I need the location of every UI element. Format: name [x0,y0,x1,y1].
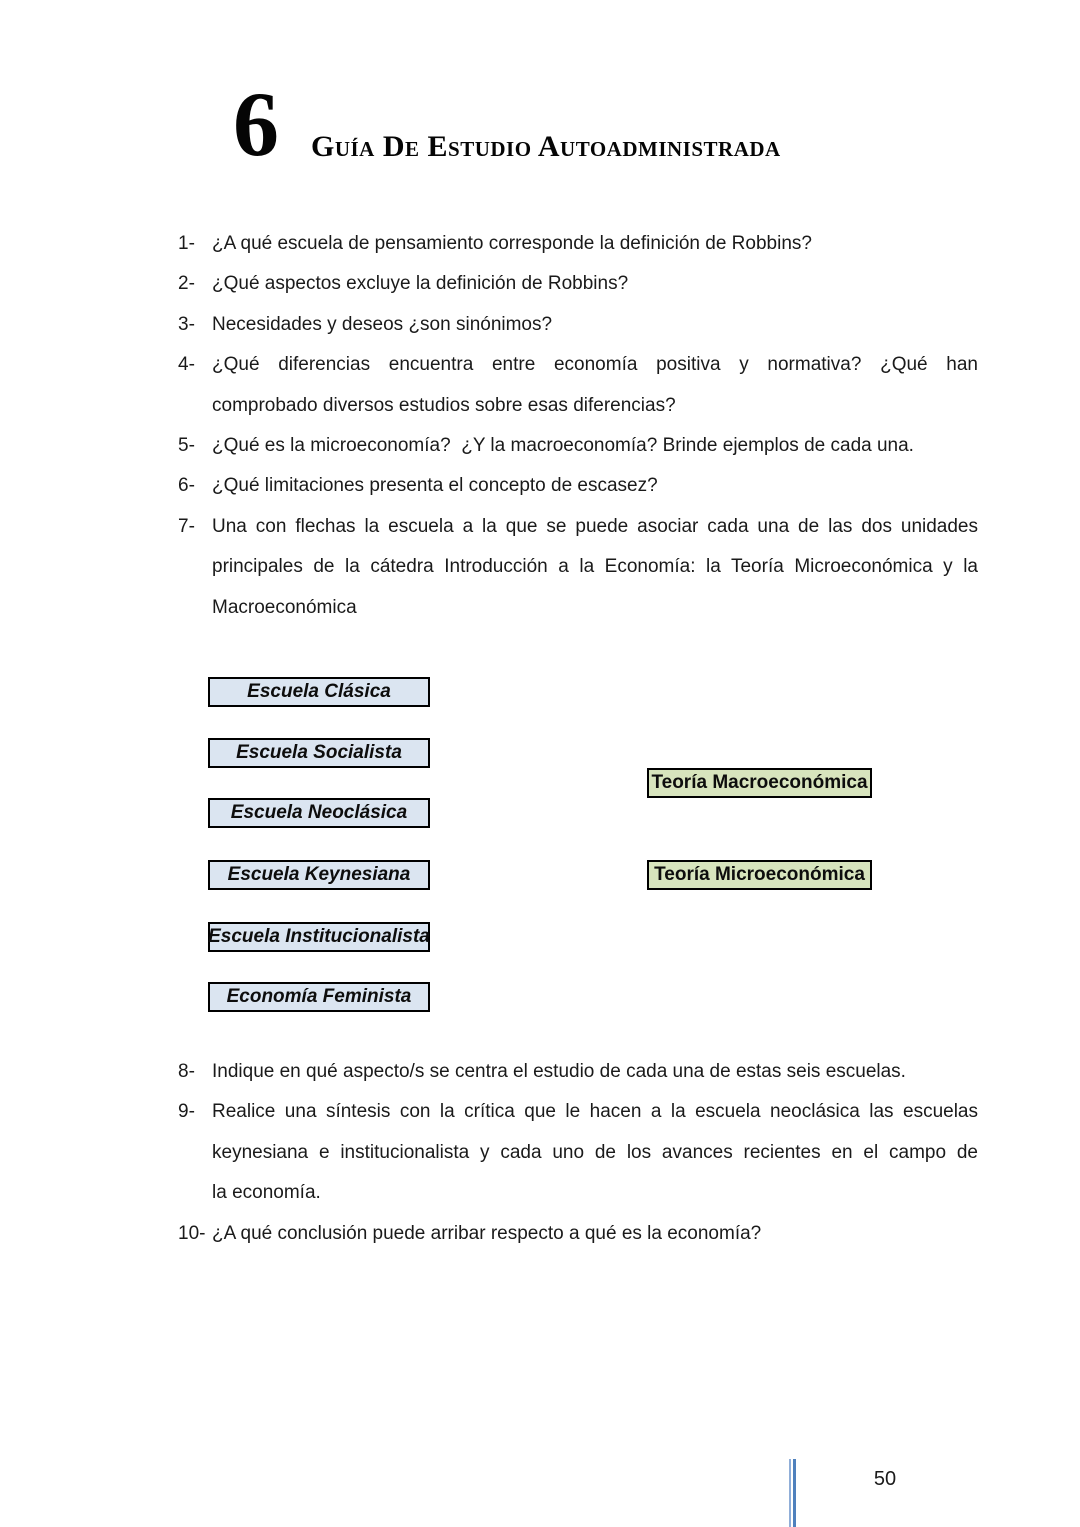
question-3-line [178,305,978,345]
school-box-neoclasica-label: Escuela Neoclásica [230,802,408,823]
question-2-text: ¿Qué aspectos excluye la definición de Robbins? [212,273,629,295]
theory-box-macroeconomica-label: Teoría Macroeconómica [651,772,868,793]
theory-box-microeconomica-label: Teoría Microeconómica [654,864,865,885]
school-box-keynesiana [208,860,430,890]
question-6-number: 6- [178,475,195,497]
question-10-line [178,1214,978,1254]
question-9-text: Realice una síntesis con la crítica que le hacen a la escuela neoclásica las escuelas [212,1101,978,1123]
question-3-text: Necesidades y deseos ¿son sinónimos? [212,313,553,335]
question-7-line-2 [178,547,978,587]
question-list-top [178,224,978,628]
question-7-number: 7- [178,515,195,537]
school-box-feminista-label: Economía Feminista [226,986,412,1007]
school-box-socialista-label: Escuela Socialista [236,742,402,763]
question-7-text: Una con flechas la escuela a la que se puede asociar cada una de las dos unidades [212,515,978,537]
question-9-line-1 [178,1092,978,1132]
question-8-line [178,1052,978,1092]
question-7-line-1 [178,507,978,547]
question-5-number: 5- [178,435,195,457]
school-box-clasica-label: Escuela Clásica [247,681,391,702]
question-8-text: Indique en qué aspecto/s se centra el estudio de cada una de estas seis escuelas. [212,1061,906,1082]
question-3-number: 3- [178,313,195,335]
document-title: Guía De Estudio Autoadministrada [311,130,781,163]
question-7-text-cont2: Macroeconómica [212,596,357,618]
question-5-text: ¿Qué es la microeconomía? ¿Y la macroeconomía? Brinde ejemplos de cada una. [212,435,914,457]
question-9-text-cont: keynesiana e institucionalista y cada uno de los avances recientes en el campo de [212,1141,978,1163]
question-4-line-1 [178,345,978,385]
question-4-line-2 [178,386,978,426]
question-8-number: 8- [178,1061,195,1082]
school-box-institucionalista [208,922,430,952]
theory-box-microeconomica [647,860,872,890]
footer-accent-line [789,1459,796,1527]
school-box-neoclasica [208,798,430,828]
school-box-clasica [208,677,430,707]
question-list-bottom [178,1052,978,1254]
question-2-line [178,264,978,304]
question-9-number: 9- [178,1101,195,1123]
question-9-line-2 [178,1133,978,1173]
question-1-number: 1- [178,233,195,254]
question-10-text: ¿A qué conclusión puede arribar respecto a qué es la economía? [212,1222,762,1244]
question-4-number: 4- [178,354,195,376]
question-1-line [178,224,978,264]
question-1-text: ¿A qué escuela de pensamiento corresponde la definición de Robbins? [212,233,812,254]
question-4-text-cont: comprobado diversos estudios sobre esas diferencias? [212,394,676,416]
question-9-text-cont2: la economía. [212,1182,321,1204]
question-10-number: 10- [178,1222,206,1244]
chapter-number: 6 [233,73,279,175]
school-box-feminista [208,982,430,1012]
question-4-text: ¿Qué diferencias encuentra entre economía positiva y normativa? ¿Qué han [212,354,978,376]
school-box-keynesiana-label: Escuela Keynesiana [227,864,411,885]
question-2-number: 2- [178,273,195,295]
question-7-text-cont: principales de la cátedra Introducción a la Economía: la Teoría Microeconómica y la [212,556,978,578]
question-6-text: ¿Qué limitaciones presenta el concepto de escasez? [212,475,658,497]
question-9-line-3 [178,1173,978,1213]
page-number: 50 [873,1468,897,1490]
theory-box-macroeconomica [647,768,872,798]
school-box-institucionalista-label: Escuela Institucionalista [208,926,430,947]
school-box-socialista [208,738,430,768]
question-5-line [178,426,978,466]
question-6-line [178,466,978,506]
question-7-line-3 [178,588,978,628]
